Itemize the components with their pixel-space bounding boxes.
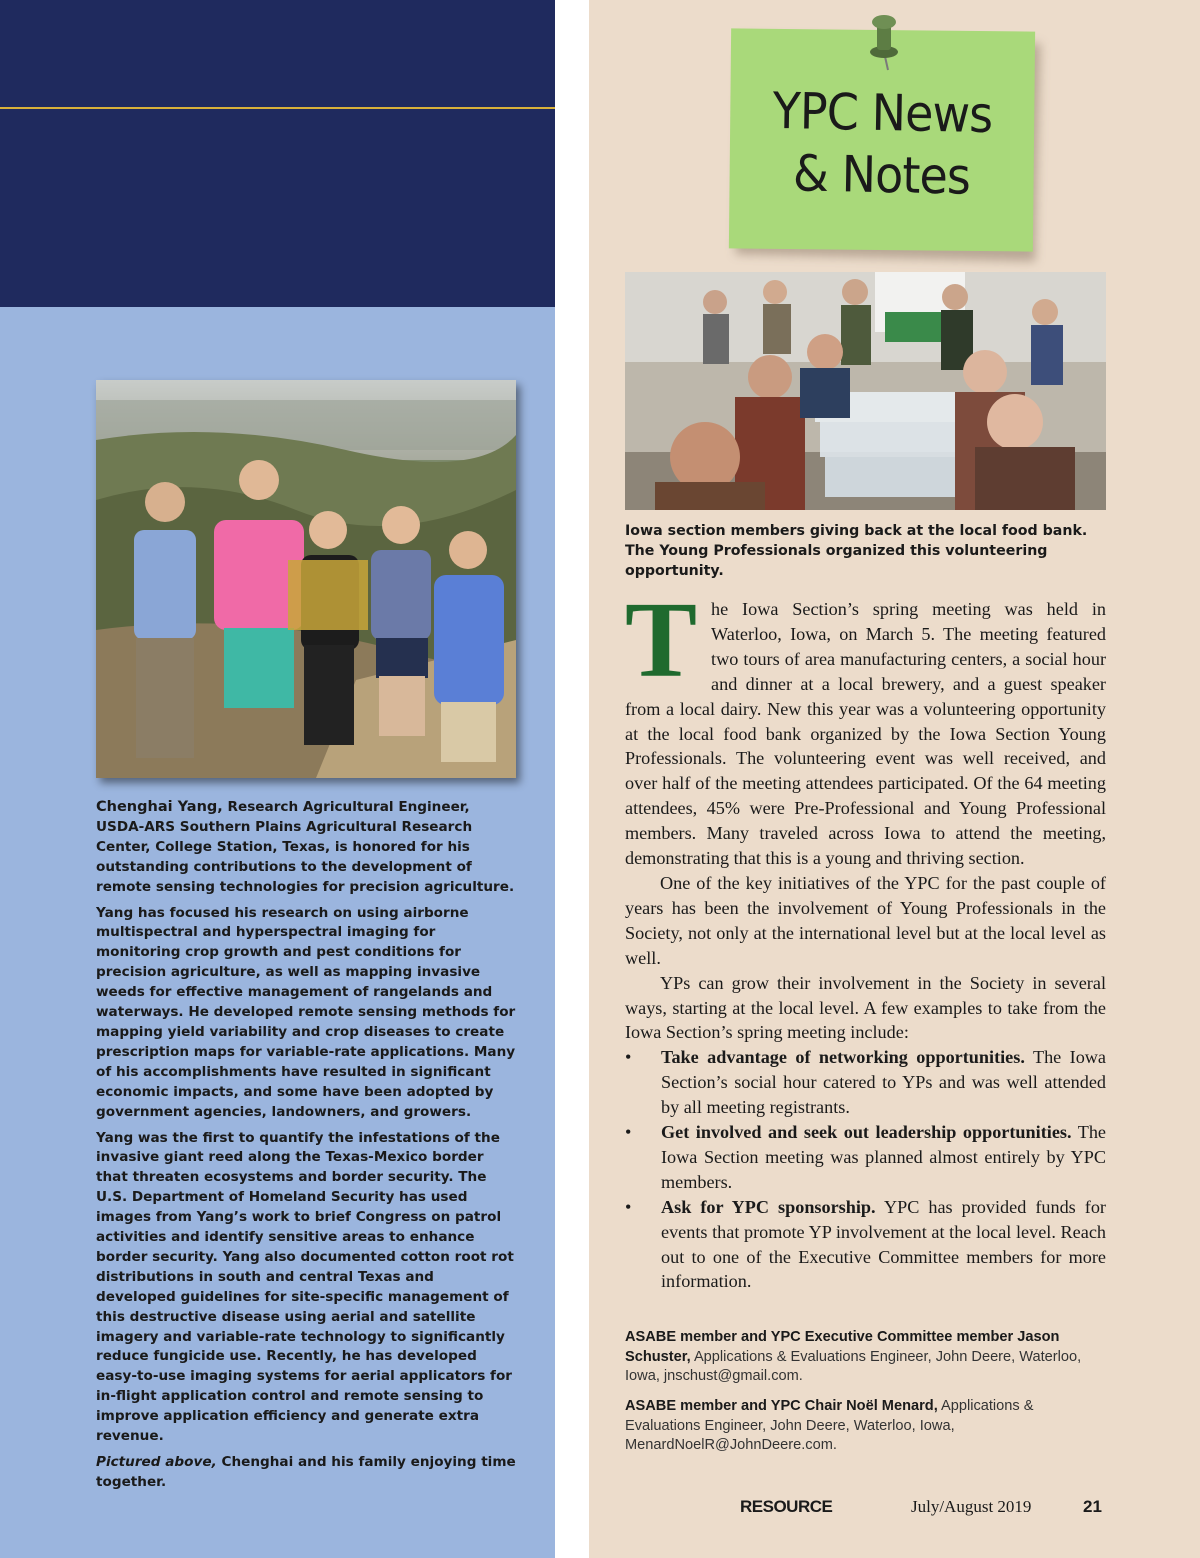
list-item-head: Ask for YPC sponsorship. xyxy=(661,1196,876,1217)
pushpin-icon xyxy=(866,12,902,72)
author-credit-1 xyxy=(625,1328,1105,1387)
page-gutter xyxy=(555,0,589,1558)
author-2-head: ASABE member and YPC Chair Noël Menard, xyxy=(625,1398,938,1414)
bullet-glyph: • xyxy=(625,1047,632,1068)
profile-text xyxy=(96,798,516,1499)
article-paragraph-3: YPs can grow their involvement in the Society in several ways, starting at the local level. A few examples to take from the Iowa Section’s spring meeting include: xyxy=(625,972,1106,1043)
article-paragraph-1-text: he Iowa Section’s spring meeting was held in Waterloo, Iowa, on March 5. The meeting featured two tours of area manufacturing centers, a social hour and dinner at a local brewery, and a guest speaker from a local dairy. New this year was a volunteering opportunity at the local food bank organized by the Iowa Section Young Professionals. The volunteering event was well received, and over half of the meeting attendees participated. Of the 64 meeting attendees, 45% were Pre-Professional and Young Professional members. Many traveled across Iowa to attend the meeting, demonstrating that this is a young and thriving section. xyxy=(625,599,1106,869)
author-1-text: Applications & Evaluations Engineer, John Deere, Waterloo, Iowa, jnschust@gmail.com. xyxy=(625,1348,1082,1384)
photo-caption: Iowa section members giving back at the local food bank. The Young Professionals organized this volunteering opportunity. xyxy=(625,523,1088,579)
list-item xyxy=(625,1195,1106,1295)
drop-cap: T xyxy=(625,581,698,700)
tips-list xyxy=(625,1045,1106,1294)
bullet-glyph: • xyxy=(625,1122,632,1143)
family-photo xyxy=(96,380,516,778)
article-body xyxy=(625,581,1107,1294)
gold-divider-rule xyxy=(0,107,555,109)
footer-issue-date: July/August 2019 xyxy=(911,1497,1032,1516)
profile-bio-intro-text: Research Agricultural Engineer, USDA-ARS Southern Plains Agricultural Research Center, College Station, Texas, is honored for his outstanding contributions to the development of remote sensing technologies for precision agriculture. xyxy=(96,799,515,895)
profile-paragraph-3: Yang was the first to quantify the infestations of the invasive giant reed along the Texas-Mexico border that threaten ecosystems and border security. The U.S. Department of Homeland Security has used images from Yang’s work to brief Congress on patrol activities and identify sensitive areas to enhance border security. Yang also documented cotton root rot distributions in south and central Texas and developed guidelines for site-specific management of this destructive disease using aerial and satellite imagery and variable-rate technology to significantly reduce fungicide use. Recently, he has developed easy-to-use imaging systems for aerial applicators for in-flight application control and remote sensing to improve application efficiency and generate extra revenue. xyxy=(96,1129,514,1445)
left-header-band xyxy=(0,0,555,307)
pictured-label: Pictured above, xyxy=(96,1454,217,1470)
footer-page-number: 21 xyxy=(1083,1497,1102,1516)
photo-credit-line xyxy=(96,1453,516,1493)
profile-name: Chenghai Yang, xyxy=(96,799,223,815)
author-2-text: Applications & Evaluations Engineer, John Deere, Waterloo, Iowa, MenardNoelR@JohnDeere.com. xyxy=(625,1398,1034,1453)
list-item-head: Take advantage of networking opportunities. xyxy=(661,1047,1025,1068)
pictured-text: Chenghai and his family enjoying time together. xyxy=(96,1454,516,1490)
section-title-line2: & Notes xyxy=(792,144,971,206)
list-item xyxy=(625,1120,1106,1195)
list-item xyxy=(625,1045,1106,1120)
profile-paragraph-2: Yang has focused his research on using airborne multispectral and hyperspectral imaging for monitoring crop growth and pest conditions for precision agriculture, as well as mapping invasive weeds for effective management of rangelands and waterways. He developed remote sensing methods for mapping yield variability and crop diseases to create prescription maps for variable-rate applications. Many of his accomplishments have resulted in significant economic impacts, and some have been adopted by government agencies, landowners, and growers. xyxy=(96,904,516,1120)
author-1-head: ASABE member and YPC Executive Committee member Jason Schuster, xyxy=(625,1329,1060,1365)
list-item-text: YPC has provided funds for events that promote YP involvement at the local level. Reach out to one of the Executive Committee members for more information. xyxy=(661,1196,1106,1292)
section-title-line1: YPC News xyxy=(772,81,993,145)
bullet-glyph: • xyxy=(625,1196,632,1217)
profile-bio-intro xyxy=(96,798,516,898)
author-credit-2 xyxy=(625,1397,1105,1456)
list-item-head: Get involved and seek out leadership opportunities. xyxy=(661,1122,1072,1143)
footer-publication: RESOURCE xyxy=(740,1497,833,1516)
section-title xyxy=(741,79,1023,208)
article-paragraph-1 xyxy=(625,581,1106,871)
article-paragraph-2: One of the key initiatives of the YPC for the past couple of years has been the involvement of Young Professionals in the Society, not only at the international level but at the local level as well. xyxy=(625,872,1106,968)
food-bank-photo xyxy=(625,272,1106,510)
list-item-text: The Iowa Section’s social hour catered to YPs and was well attended by all meeting registrants. xyxy=(661,1047,1106,1118)
list-item-text: The Iowa Section meeting was planned almost entirely by YPC members. xyxy=(661,1122,1107,1192)
